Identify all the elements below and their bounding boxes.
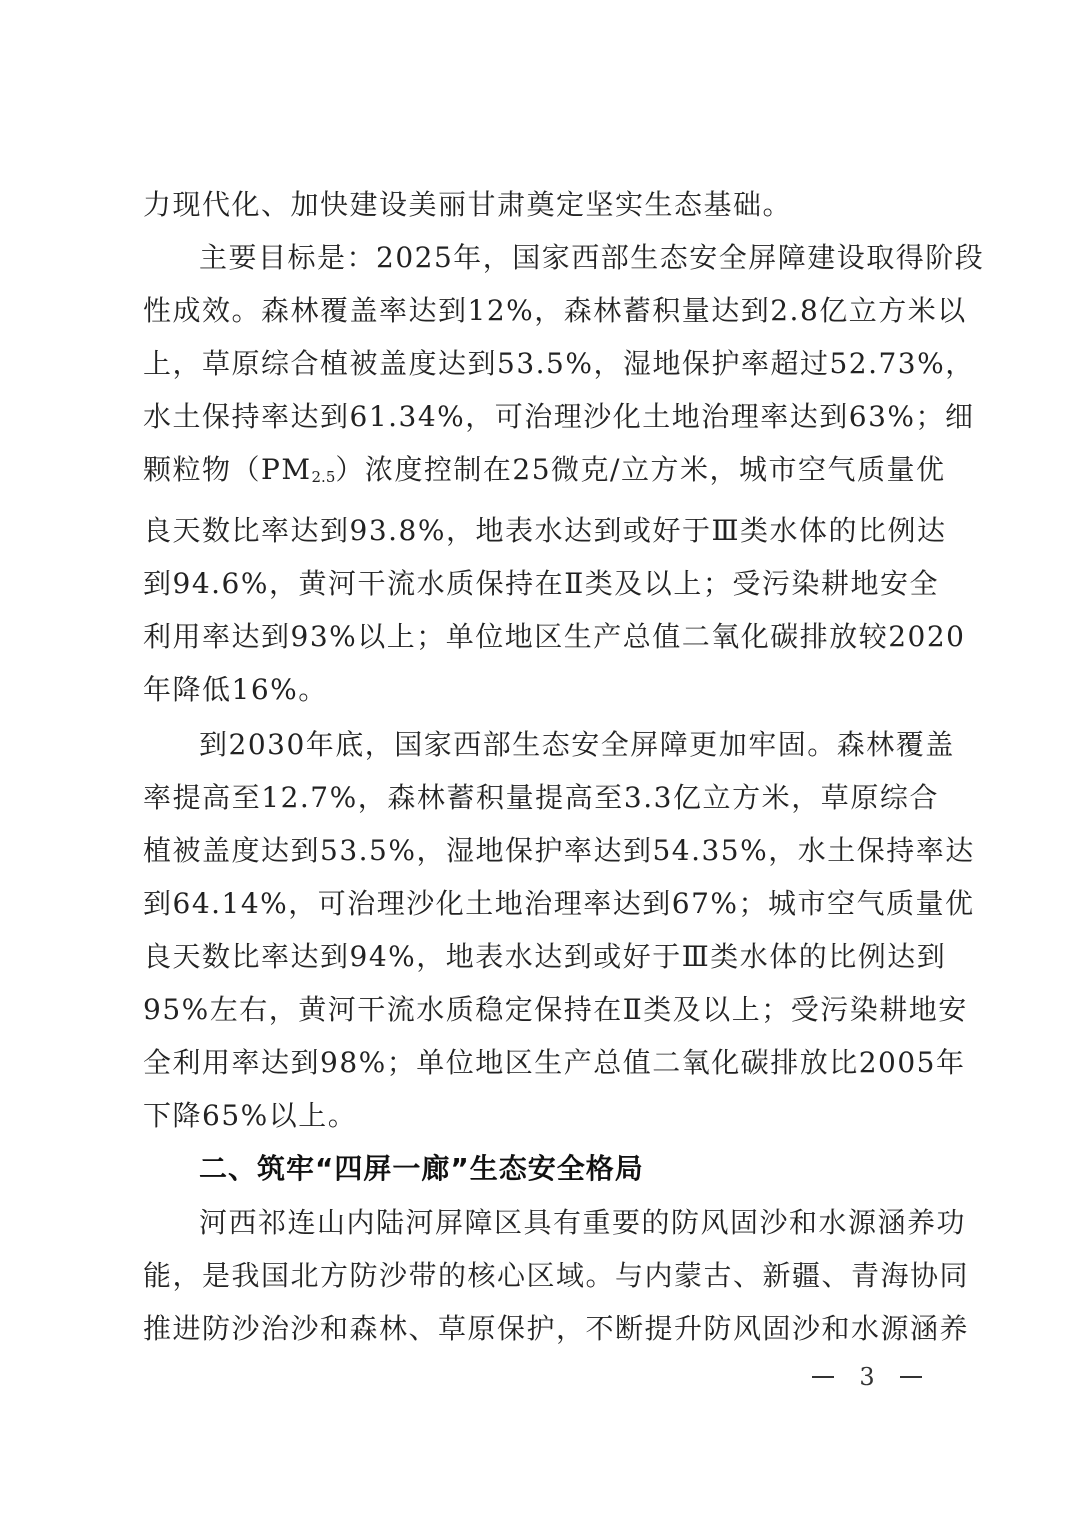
text-line: 良天数比率达到93.8%，地表水达到或好于Ⅲ类水体的比例达	[143, 514, 947, 547]
paragraph-continuation	[143, 178, 939, 231]
page-number	[812, 1360, 922, 1394]
text-line: 率提高至12.7%，森林蓄积量提高至3.3亿立方米，草原综合	[143, 781, 939, 814]
page-number-value: 3	[859, 1363, 875, 1391]
text-line: 推进防沙治沙和森林、草原保护，不断提升防风固沙和水源涵养	[143, 1312, 970, 1345]
text-line: 全利用率达到98%；单位地区生产总值二氧化碳排放比2005年	[143, 1046, 966, 1079]
text-line: 性成效。森林覆盖率达到12%，森林蓄积量达到2.8亿立方米以	[143, 294, 967, 327]
text-line: 植被盖度达到53.5%，湿地保护率达到54.35%，水土保持率达	[143, 834, 975, 867]
text-line: 良天数比率达到94%，地表水达到或好于Ⅲ类水体的比例达到	[143, 940, 947, 973]
text-line: 河西祁连山内陆河屏障区具有重要的防风固沙和水源涵养功	[199, 1206, 967, 1239]
text-fragment: 颗粒物（PM	[143, 453, 312, 486]
dash-decoration	[812, 1376, 834, 1378]
text-line: 到64.14%，可治理沙化土地治理率达到67%；城市空气质量优	[143, 887, 975, 920]
paragraph-goals-2030	[143, 718, 975, 1142]
pm-subscript: 2.5	[311, 468, 336, 486]
text-line: 上，草原综合植被盖度达到53.5%，湿地保护率超过52.73%，	[143, 347, 975, 380]
dash-decoration	[900, 1376, 922, 1378]
text-line: 能，是我国北方防沙带的核心区域。与内蒙古、新疆、青海协同	[143, 1259, 970, 1292]
document-body	[143, 178, 985, 1355]
text-line: 到2030年底，国家西部生态安全屏障更加牢固。森林覆盖	[199, 728, 955, 761]
paragraph-main-goals-2025	[143, 231, 985, 716]
paragraph-hexi-qilian	[143, 1196, 970, 1355]
text-line: 利用率达到93%以上；单位地区生产总值二氧化碳排放较2020	[143, 620, 966, 653]
text-line-pm25	[143, 443, 946, 504]
text-line: 95%左右，黄河干流水质稳定保持在Ⅱ类及以上；受污染耕地安	[143, 993, 968, 1026]
text-line: 下降65%以上。	[143, 1099, 358, 1132]
section-heading: 二、筑牢“四屏一廊”生态安全格局	[199, 1152, 644, 1185]
text-line: 水土保持率达到61.34%，可治理沙化土地治理率达到63%；细	[143, 400, 975, 433]
text-line: 力现代化、加快建设美丽甘肃奠定坚实生态基础。	[143, 188, 793, 221]
text-line: 主要目标是：2025年，国家西部生态安全屏障建设取得阶段	[199, 241, 985, 274]
text-line: 年降低16%。	[143, 673, 328, 706]
text-line: 到94.6%，黄河干流水质保持在Ⅱ类及以上；受污染耕地安全	[143, 567, 939, 600]
text-fragment: ）浓度控制在25微克/立方米，城市空气质量优	[335, 453, 946, 486]
